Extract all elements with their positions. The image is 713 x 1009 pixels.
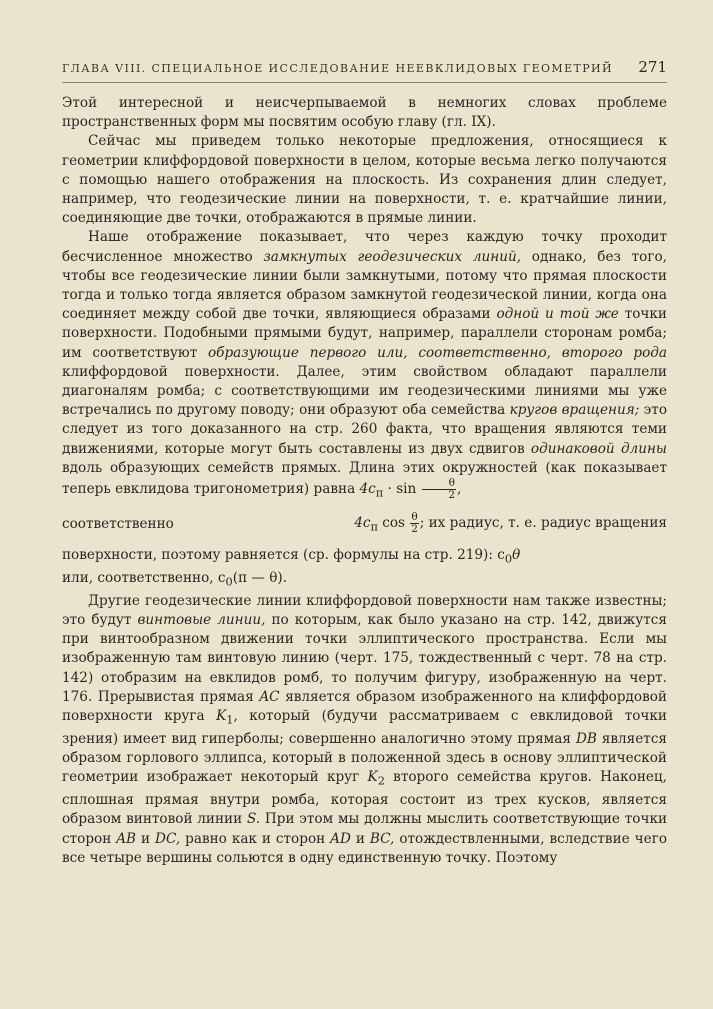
text-run: При этом мы должны мыслить соответствующие точки сторон [62,811,668,847]
paragraph-1: Этой интересной и неисчерпываемой в немногих словах проблеме пространственных форм мы посвятим особую главу (гл. IX). [62,95,667,131]
emphasis: AC [259,688,280,705]
text-run: отождествленными, вследствие чего все четыре вершины сольются в одну единственную точку. Поэтому [62,830,667,866]
emphasis: одинаковой длины [530,440,667,457]
text-run: является образом изображенного на клиффордовой поверхности круга [62,688,667,724]
emphasis: AB [116,830,137,847]
emphasis: DB [575,730,597,747]
header-rule [62,82,667,83]
text-run: равно как и сторон [180,830,331,847]
text-run: это следует из того доказанного на стр. 260 факта, что вращения являются теми движениями, которые могут быть составлены из двух сдвигов [62,402,667,457]
fraction: $\frac{\theta}{2}$ [422,478,456,501]
text-run: соответственно [62,515,174,532]
emphasis: образующие первого или, соответственно, второго рода [208,344,667,361]
emphasis: DC, [155,830,181,847]
emphasis: AD [330,830,351,847]
paragraph-2: Сейчас мы приведем только некоторые предложения, относящиеся к геометрии клиффордовой поверхности в целом, которые весьма легко получаются с помощью нашего отображения на плоскость. Из сохранения длин следует, например, что геодезические линии на поверхности, т. е. кратчайшие линии, соединяющие две точки, отображаются в прямые линии. [62,133,667,227]
page-body [62,94,667,868]
formula-line-cos [62,512,667,537]
emphasis: K [367,769,378,786]
formula-circumference-sin: $4c_\pi \cdot \sin$ $\frac{\theta}{2}$ , [359,477,462,502]
paragraph-4: Другие геодезические линии клиффордовой поверхности нам также известны; это будут винтовые линии, по которым, как было указано на стр. 142, движутся при винтообразном движении точки эллиптического пространства. Если мы изображенную там винтовую линию (черт. 175, тождественный с черт. 78 на стр. 142) отобразим на евклидов ромб, то получим фигуру, изображенную на черт. 176. Прерывистая прямая AC является образом изображенного на клиффордовой поверхности круга $K_1$, который (будучи рассматриваем с евклидовой точки зрения) имеет вид гиперболы; совершенно аналогично этому прямая DB является образом горлового эллипса, который в положенной здесь в основу эллиптической геометрии изображает некоторый круг $K_2$ второго семейства кругов. Наконец, сплошная прямая внутри ромба, которая состоит из трех кусков, является образом винтовой линии S. При этом мы должны мыслить соответствующие точки сторон AB и DC, равно как и сторон AD и BC, отождествленными, вследствие чего все четыре вершины сольются в одну единственную точку. Поэтому [62,592,668,866]
radius-line-2: или, соответственно, $c_0(\pi$ — θ). [62,569,288,589]
text-run: Другие геодезические линии клиффордовой поверхности нам также известны; это будут [62,592,667,628]
text-run: по которым, как было указано на стр. 142, движутся при винтообразном движении точки эллиптического пространства. Если мы изображенную там винтовую линию (черт. 175, тождественный с черт. 78 на стр. 142) отобразим на евклидов ромб, то получим фигуру, изображенную на черт. 176. Прерывистая прямая [62,611,667,705]
emphasis: BC, [369,830,395,847]
page-number: 271 [638,58,667,76]
emphasis: S. [246,811,261,828]
emphasis: замкнутых геодезических линий, [263,248,522,265]
text-run: , который (будучи рассматриваем с евклидовой точки зрения) имеет вид гиперболы; совершенно аналогично этому прямая [62,707,667,747]
fraction: $\frac{\theta}{2}$ [411,510,418,535]
radius-line-1: поверхности, поэтому равняется (ср. формулы на стр. 219): $c_0\theta$ [62,546,521,566]
text-run: и [136,830,156,847]
running-title: ГЛАВА VIII. СПЕЦИАЛЬНОЕ ИССЛЕДОВАНИЕ НЕЕВКЛИДОВЫХ ГЕОМЕТРИЙ [62,62,614,75]
text-run: клиффордовой поверхности. Далее, этим свойством обладают параллели диагоналям ромба; с соответствующими им геодезическими линиями мы уже встречались по другому поводу; они образуют оба семейства [62,363,667,419]
text-run: второго семейства кругов. Наконец, сплошная прямая внутри ромба, которая состоит из трех кусков, является образом винтовой линии [62,769,667,828]
text-run: вдоль образующих семейств прямых. Длина этих окружностей (как показывает теперь евклидова тригонометрия) равна [62,459,667,498]
formula-circumference-cos: $4c_\pi$ cos $\frac{\theta}{2}$ ; их радиус, т. е. радиус вращения [354,510,667,535]
text-run: Наше отображение показывает, что через каждую точку проходит бесчисленное множество [62,229,667,265]
emphasis: K [216,707,227,724]
paragraph-3 [62,228,667,503]
text-run: и [350,830,370,847]
text-run: точки поверхности. Подобными прямыми будут, например, параллели сторонам ромба; им соответствуют [62,306,667,361]
emphasis: одной и той же [496,306,619,323]
emphasis: кругов вращения; [509,402,640,419]
emphasis: винтовые линии, [137,611,266,628]
text-run: однако, без того, чтобы все геодезические линии были замкнутыми, потому что прямая плоскости тогда и только тогда является образом замкнутой геодезической линии, когда она соединяет между собой две точки, являющиеся образами [62,248,667,323]
running-header [62,58,667,82]
text-run: является образом горлового эллипса, который в положенной здесь в основу эллиптической геометрии изображает некоторый круг [62,730,668,786]
